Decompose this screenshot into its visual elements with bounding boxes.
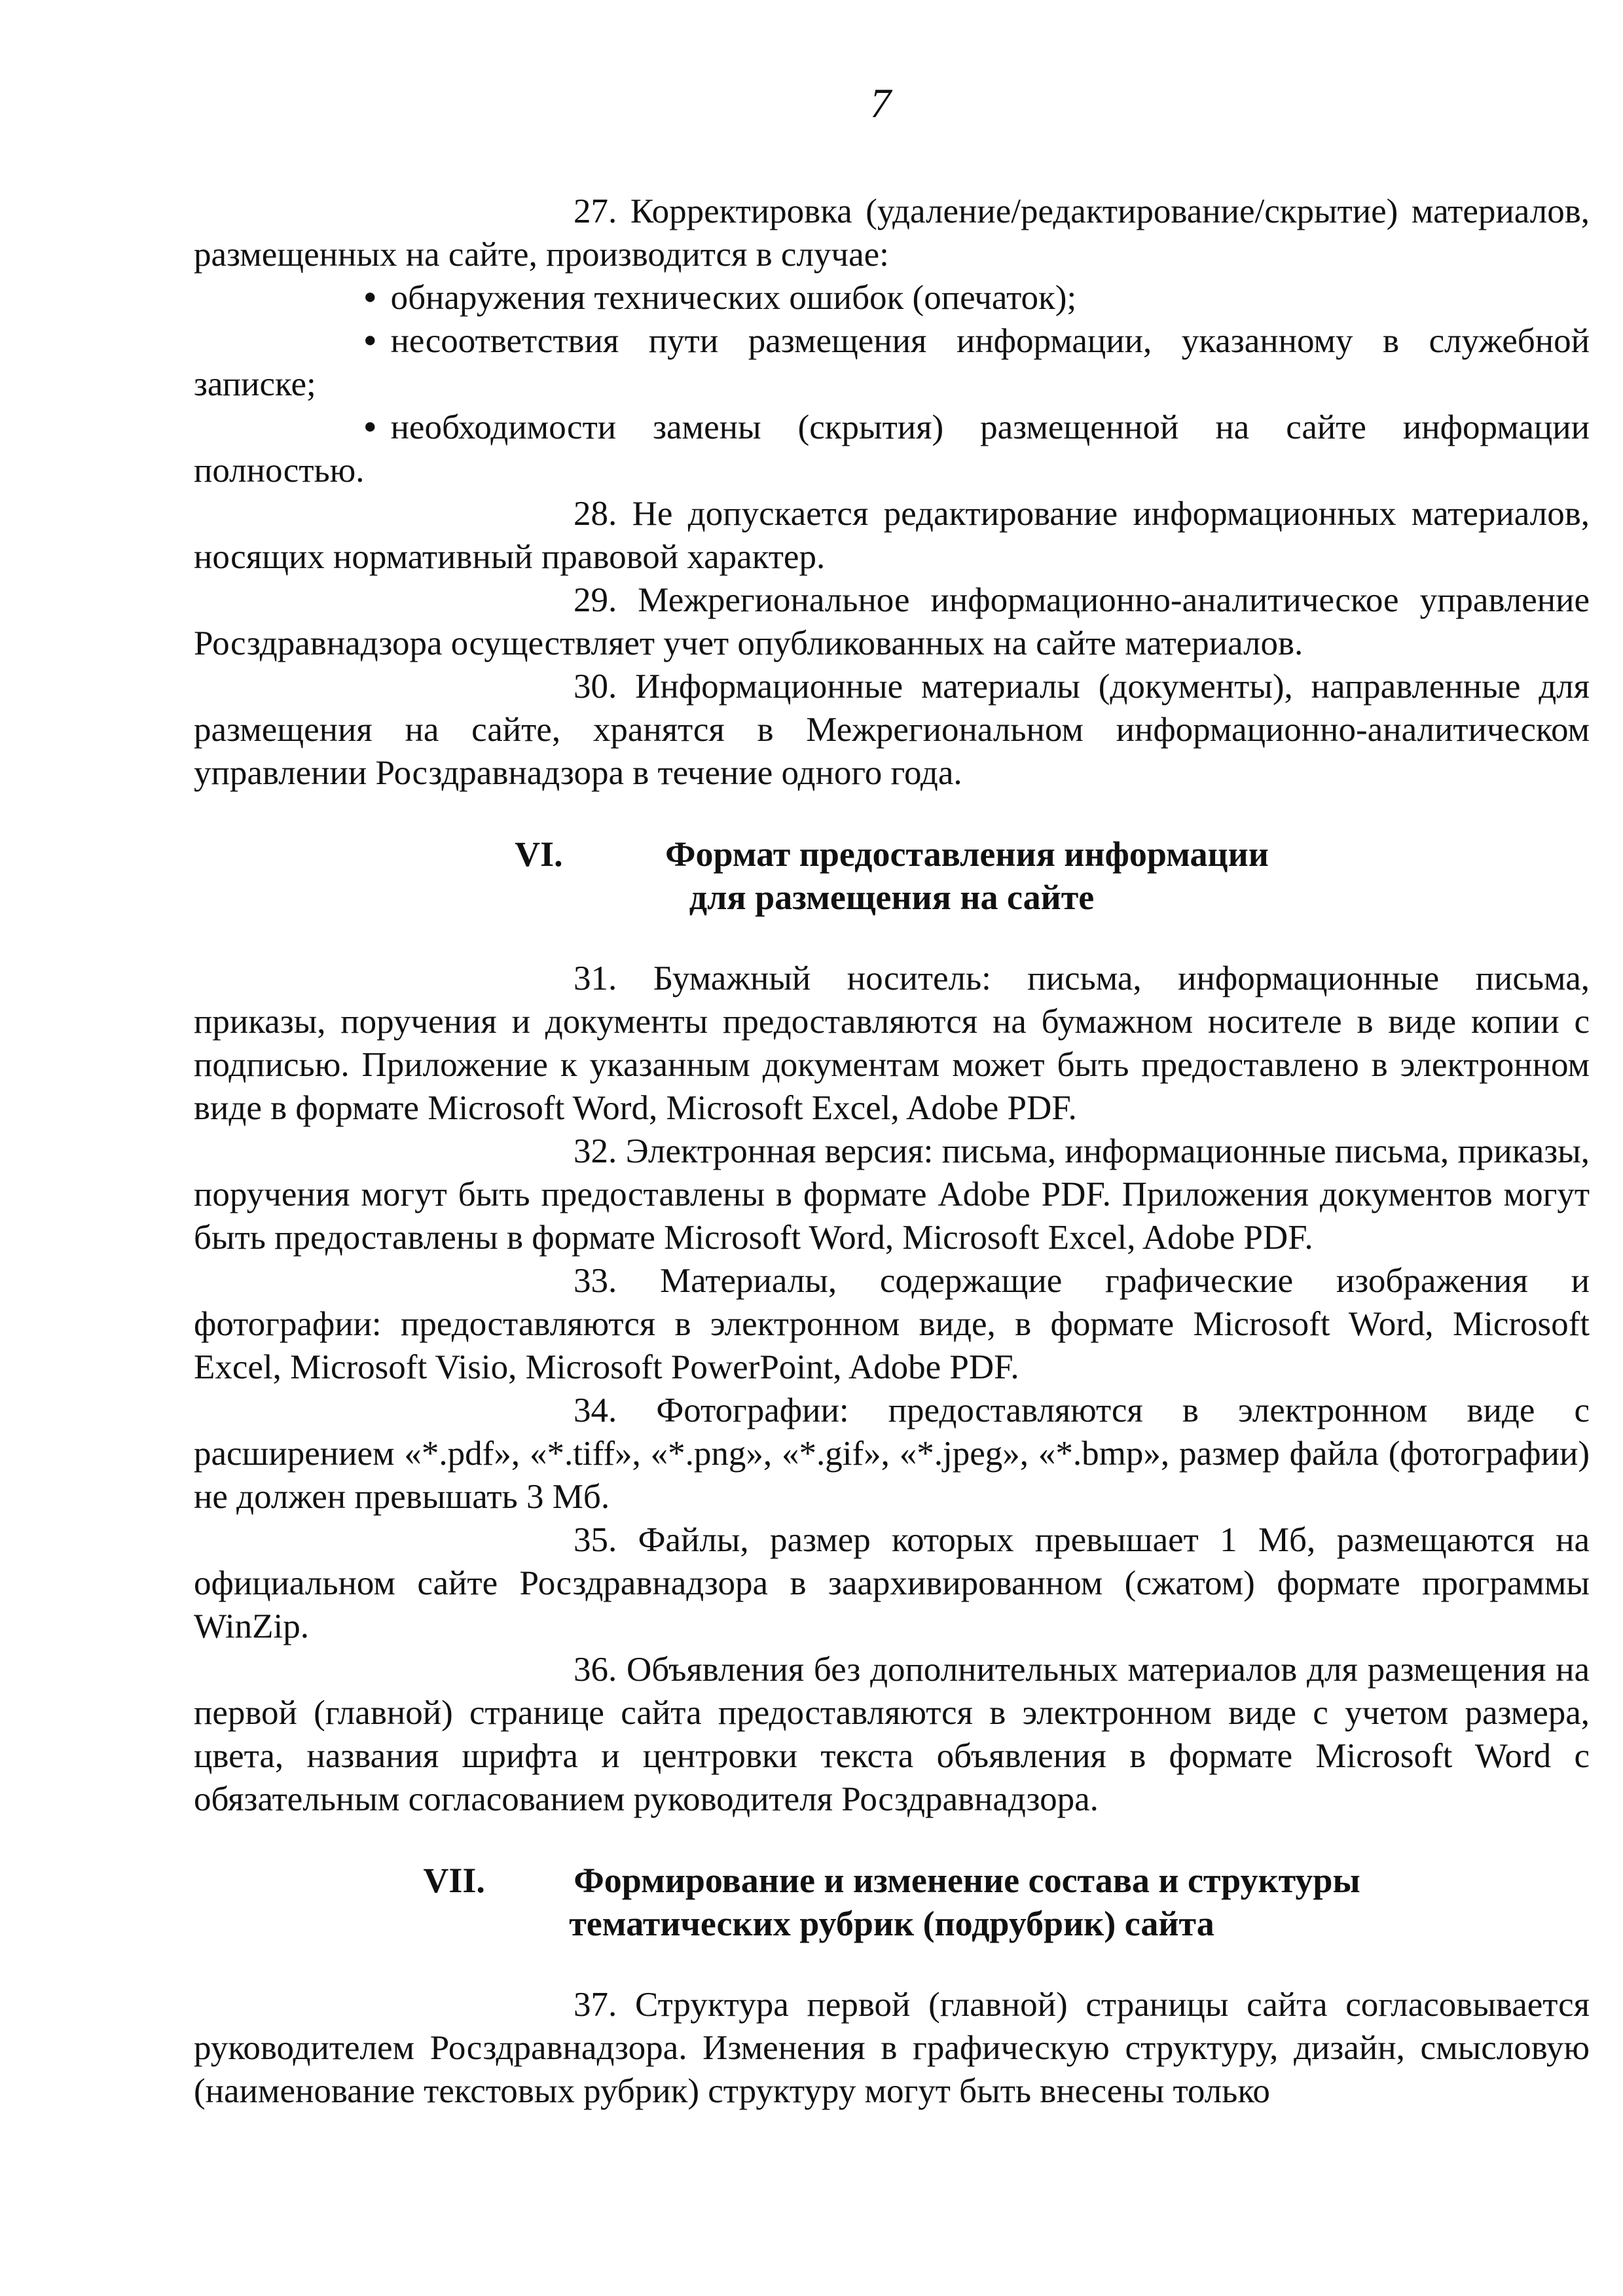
paragraph-30 [194, 665, 1590, 795]
section-heading-vii [194, 1859, 1590, 1945]
bullet-list [194, 276, 1590, 492]
paragraph-number: 29. [574, 581, 617, 619]
paragraph-number: 27. [574, 192, 617, 230]
paragraph-37 [194, 1983, 1590, 2113]
paragraph-35 [194, 1518, 1590, 1648]
paragraph-29 [194, 579, 1590, 665]
paragraph-32 [194, 1130, 1590, 1259]
paragraph-28 [194, 492, 1590, 579]
section-heading-vi [194, 833, 1590, 919]
list-item: • несоответствия пути размещения информации, указанному в служебной записке; [194, 319, 1590, 406]
document-body [194, 190, 1590, 2113]
paragraph-text: Материалы, содержащие графические изображения и фотографии: предоставляются в электронном виде, в формате Microsoft Word, Microsoft Excel, Microsoft Visio, Microsoft PowerPoint, Adobe PDF. [194, 1262, 1590, 1386]
paragraph-number: 31. [574, 960, 617, 997]
paragraph-number: 37. [574, 1986, 617, 2024]
paragraph-36 [194, 1648, 1590, 1821]
section-number: VII. [423, 1861, 485, 1900]
paragraph-27 [194, 190, 1590, 276]
section-title-line2: для размещения на сайте [689, 878, 1095, 917]
paragraph-31 [194, 957, 1590, 1130]
section-number: VI. [515, 834, 563, 874]
paragraph-text: Корректировка (удаление/редактирование/скрытие) материалов, размещенных на сайте, производится в случае: [194, 192, 1590, 274]
paragraph-number: 28. [574, 495, 617, 533]
paragraph-text: Фотографии: предоставляются в электронном виде с расширением «*.pdf», «*.tiff», «*.png», «*.gif», «*.jpeg», «*.bmp», размер файла (фотографии) не должен превышать 3 Мб. [194, 1391, 1590, 1516]
paragraph-text: Не допускается редактирование информационных материалов, носящих нормативный правовой характер. [194, 495, 1590, 576]
paragraph-number: 30. [574, 668, 617, 706]
paragraph-text: Информационные материалы (документы), направленные для размещения на сайте, хранятся в Межрегиональном информационно-аналитическом управлении Росздравнадзора в течение одного года. [194, 668, 1590, 792]
list-item: • обнаружения технических ошибок (опечаток); [194, 276, 1590, 319]
section-title-line1: Формирование и изменение состава и структуры [574, 1861, 1360, 1900]
paragraph-text: Бумажный носитель: письма, информационные письма, приказы, поручения и документы предоставляются на бумажном носителе в виде копии с подписью. Приложение к указанным документам может быть предоставлено в электронном виде в формате Microsoft Word, Microsoft Excel, Adobe PDF. [194, 960, 1590, 1127]
paragraph-number: 36. [574, 1651, 617, 1689]
section-title-line2: тематических рубрик (подрубрик) сайта [569, 1904, 1214, 1943]
list-item: • необходимости замены (скрытия) размещенной на сайте информации полностью. [194, 406, 1590, 492]
paragraph-text: Электронная версия: письма, информационные письма, приказы, поручения могут быть предоставлены в формате Adobe PDF. Приложения документов могут быть предоставлены в формате Microsoft Word, Microsoft Excel, Adobe PDF. [194, 1132, 1590, 1257]
paragraph-33 [194, 1259, 1590, 1389]
paragraph-text: Структура первой (главной) страницы сайта согласовывается руководителем Росздравнадзора. Изменения в графическую структуру, дизайн, смысловую (наименование текстовых рубрик) структуру могут быть внесены только [194, 1986, 1590, 2110]
paragraph-number: 34. [574, 1391, 617, 1429]
paragraph-text: Межрегиональное информационно-аналитическое управление Росздравнадзора осуществляет учет опубликованных на сайте материалов. [194, 581, 1590, 662]
paragraph-number: 32. [574, 1132, 617, 1170]
paragraph-text: Файлы, размер которых превышает 1 Мб, размещаются на официальном сайте Росздравнадзора в заархивированном (сжатом) формате программы WinZip. [194, 1521, 1590, 1645]
paragraph-text: Объявления без дополнительных материалов для размещения на первой (главной) странице сайта предоставляются в электронном виде с учетом размера, цвета, названия шрифта и центровки текста объявления в формате Microsoft Word с обязательным согласованием руководителя Росздравнадзора. [194, 1651, 1590, 1818]
section-title-line1: Формат предоставления информации [665, 834, 1269, 874]
paragraph-number: 33. [574, 1262, 617, 1300]
paragraph-number: 35. [574, 1521, 617, 1559]
paragraph-34 [194, 1389, 1590, 1518]
page-number: 7 [870, 80, 891, 126]
